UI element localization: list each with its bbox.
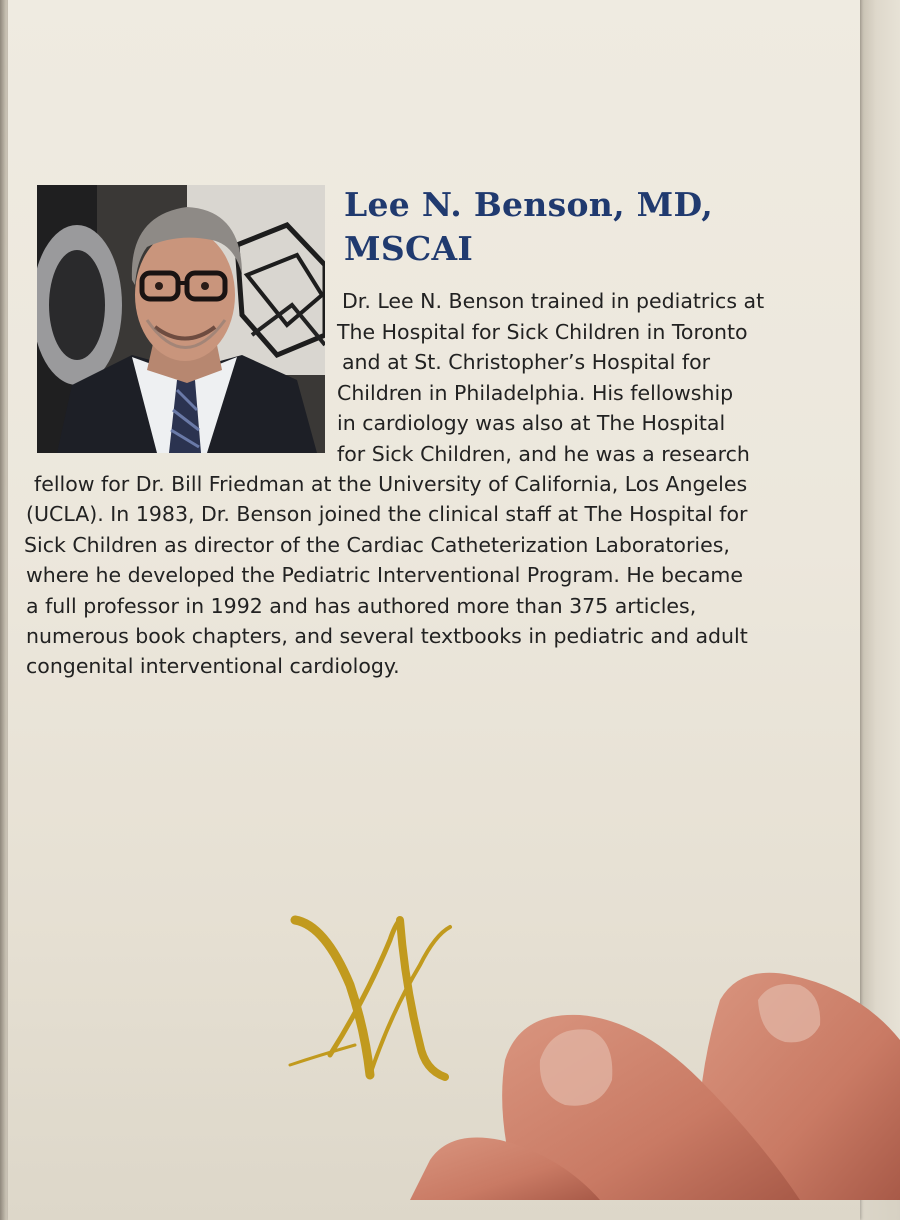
bio-line: Sick Children as director of the Cardiac Catheterization Laboratories, <box>24 533 730 557</box>
bio-line: Children in Philadelphia. His fellowship <box>337 381 734 405</box>
bio-line: numerous book chapters, and several textbooks in pediatric and adult <box>26 624 748 648</box>
bio-line: for Sick Children, and he was a research <box>337 442 750 466</box>
bio-line: and at St. Christopher’s Hospital for <box>342 350 711 374</box>
bio-line: where he developed the Pediatric Interventional Program. He became <box>26 563 743 587</box>
bio-line: in cardiology was also at The Hospital <box>337 411 726 435</box>
bio-line: The Hospital for Sick Children in Toronto <box>337 320 748 344</box>
bio-line: a full professor in 1992 and has authored more than 375 articles, <box>26 594 697 618</box>
bio-line: fellow for Dr. Bill Friedman at the University of California, Los Angeles <box>34 472 748 496</box>
bio-line: Dr. Lee N. Benson trained in pediatrics at <box>342 289 765 313</box>
profile-name-line-2: MSCAI <box>344 229 474 268</box>
bio-line: (UCLA). In 1983, Dr. Benson joined the clinical staff at The Hospital for <box>26 502 748 526</box>
profile-name-line-1: Lee N. Benson, MD, <box>344 185 714 224</box>
bio-line: congenital interventional cardiology. <box>26 654 400 678</box>
